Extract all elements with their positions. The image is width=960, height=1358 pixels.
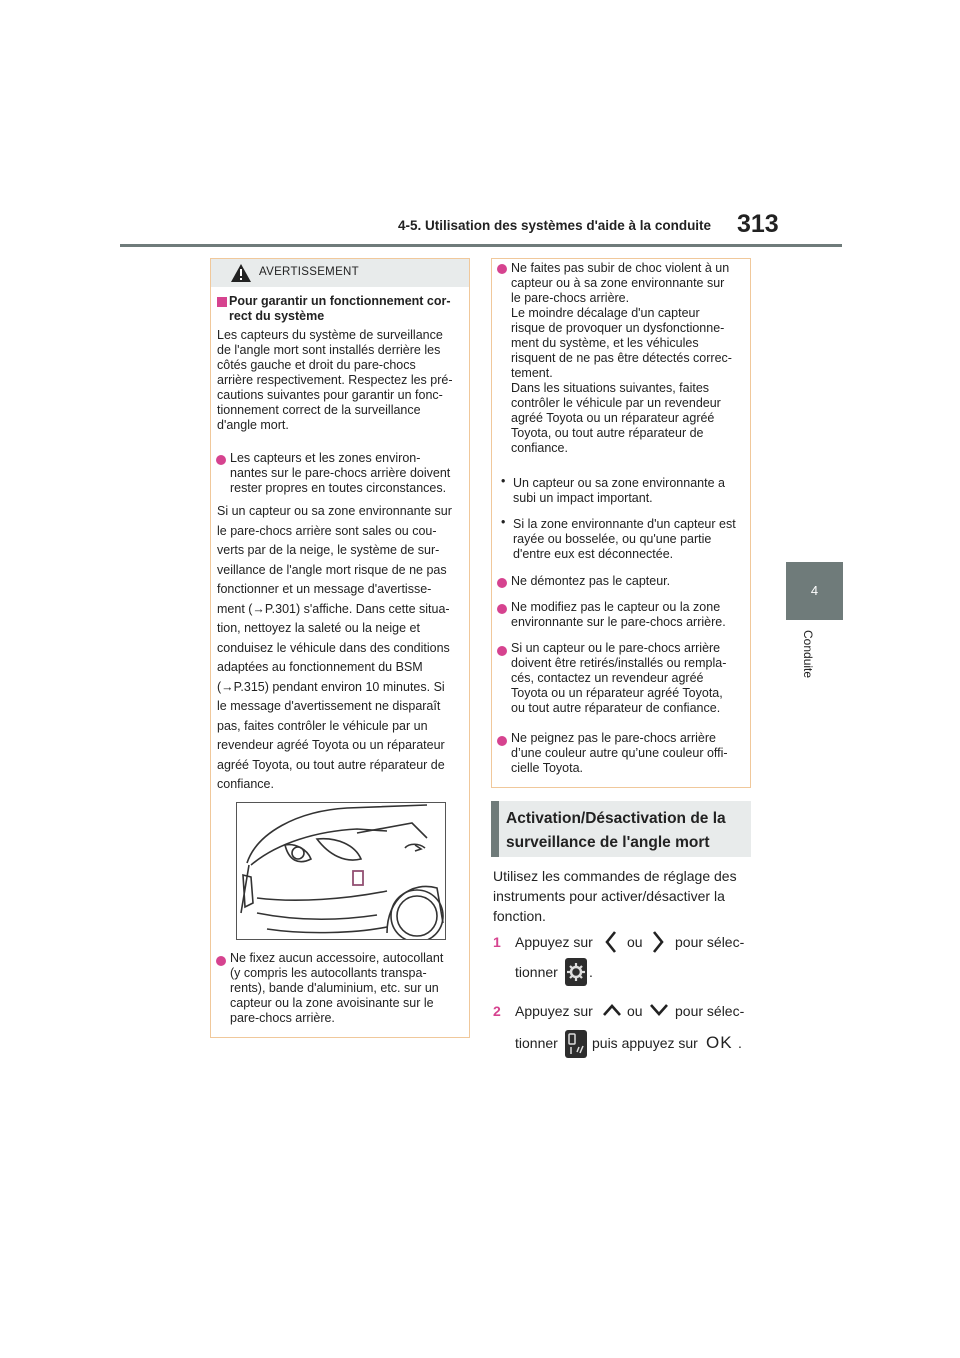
running-header: 4-5. Utilisation des systèmes d'aide à la conduite — [398, 218, 712, 233]
section-heading — [491, 801, 751, 857]
step2-text-a: Appuyez sur — [515, 1003, 593, 1019]
chevron-left-icon — [603, 929, 619, 955]
section-heading-bar — [491, 801, 499, 857]
rear-bumper-illustration — [236, 802, 446, 940]
caution-sub-impact: Un capteur ou sa zone environnante a subi un impact important. — [513, 476, 725, 505]
step2-text-or: ou — [627, 1003, 643, 1019]
page-number: 313 — [737, 210, 779, 238]
step2-text-e: . — [738, 1035, 742, 1051]
bullet-icon — [216, 455, 226, 465]
warning-bullet-accessories: Ne fixez aucun accessoire, autocollant (y compris les autocollants transpa- rents), bande d'aluminium, etc. sur un capteur ou la zone avoisinante sur le pare-chocs arrière. — [230, 951, 444, 1025]
car-rear-drawing — [237, 803, 445, 939]
step1-text-c: tionner — [515, 964, 558, 980]
caution-bullet-paint: Ne peignez pas le pare-chocs arrière d’une couleur autre qu’une couleur offi- cielle Toyota. — [511, 731, 728, 775]
warning-heading-bar — [211, 259, 469, 287]
warning-subtitle: Pour garantir un fonctionnement cor- rect du système — [229, 294, 451, 323]
chapter-tab: 4 — [786, 562, 843, 620]
bullet-icon — [497, 646, 507, 656]
bullet-icon — [497, 578, 507, 588]
step1-text-b: pour sélec- — [675, 934, 745, 950]
square-bullet-icon — [217, 297, 227, 307]
bullet-icon — [497, 604, 507, 614]
blind-spot-monitor-icon — [565, 1030, 587, 1058]
chapter-label — [780, 630, 850, 690]
bullet-icon — [497, 736, 507, 746]
warning-intro: Les capteurs du système de surveillance de l'angle mort sont installés derrière les côtés gauche et droit du pare-chocs arrière respectivement. Respectez les pré- cautions suivantes pour garantir un fonc- tionnement correct de la surveillance d'angle mort. — [217, 328, 453, 432]
section-heading-text: Activation/Désactivation de la surveillance de l'angle mort — [506, 810, 726, 851]
header-rule — [120, 244, 842, 247]
sub-bullet-dot: • — [501, 474, 506, 488]
step-number: 2 — [493, 1003, 501, 1019]
settings-gear-icon — [565, 958, 587, 986]
chevron-down-icon — [648, 1003, 670, 1017]
ok-button-label: OK — [706, 1033, 733, 1052]
warning-bullet-clean: Les capteurs et les zones environ- nantes sur le pare-chocs arrière doivent rester propres en toutes circonstances. — [230, 451, 451, 495]
chevron-up-icon — [601, 1003, 623, 1017]
caution-bullet-modify: Ne modifiez pas le capteur ou la zone environnante sur le pare-chocs arrière. — [511, 600, 726, 629]
section-intro: Utilisez les commandes de réglage des instruments pour activer/désactiver la fonction. — [493, 868, 737, 924]
chapter-label-text: Conduite — [801, 630, 815, 679]
caution-bullet-replace: Si un capteur ou le pare-chocs arrière doivent être retirés/installés ou rempla- cés, contactez un revendeur agréé Toyota ou un réparateur agréé Toyota, ou tout autre réparateur de confiance. — [511, 641, 727, 715]
caution-box-continued — [491, 258, 751, 788]
warning-heading: AVERTISSEMENT — [259, 266, 359, 278]
step2-text-b: pour sélec- — [675, 1003, 745, 1019]
step2-text-c: tionner — [515, 1035, 558, 1051]
warning-paragraph: Si un capteur ou sa zone environnante sur le pare-chocs arrière sont sales ou cou- verts par de la neige, le système de sur- veillance de l'angle mort risque de ne pas fonctionner et un message d'avertisse- ment (→P.301) s'affiche. Dans cette situa- tion, nettoyez la saleté ou la neige et conduisez le véhicule dans des conditions adaptées au fonctionnement du BSM (→P.315) pendant environ 10 minutes. Si le message d'avertissement ne disparaît pas, faites contrôler le véhicule par un revendeur agréé Toyota ou un réparateur agréé Toyota, ou tout autre réparateur de confiance. — [217, 504, 452, 791]
chevron-right-icon — [650, 929, 666, 955]
step2-text-d: puis appuyez sur — [592, 1035, 698, 1051]
step1-text-or: ou — [627, 934, 643, 950]
caution-sub-scratched: Si la zone environnante d'un capteur est rayée ou bosselée, ou qu'une partie d'entre eux est déconnectée. — [513, 517, 736, 561]
bullet-icon — [216, 956, 226, 966]
step1-text-d: . — [589, 964, 593, 980]
bullet-icon — [497, 264, 507, 274]
warning-triangle-icon — [230, 263, 252, 283]
caution-bullet-impact: Ne faites pas subir de choc violent à un capteur ou à sa zone environnante sur le pare-chocs arrière. Le moindre décalage d'un capteur risque de provoquer un dysfonctionne- ment du système, et les véhicules risquent de ne pas être détectés correc- tement. Dans les situations suivantes, faites contrôler le véhicule par un revendeur agréé Toyota ou un réparateur agréé Toyota, ou tout autre réparateur de confiance. — [511, 261, 732, 455]
sub-bullet-dot: • — [501, 515, 506, 529]
step-number: 1 — [493, 934, 501, 950]
caution-bullet-disassemble: Ne démontez pas le capteur. — [511, 574, 671, 588]
step1-text-a: Appuyez sur — [515, 934, 593, 950]
